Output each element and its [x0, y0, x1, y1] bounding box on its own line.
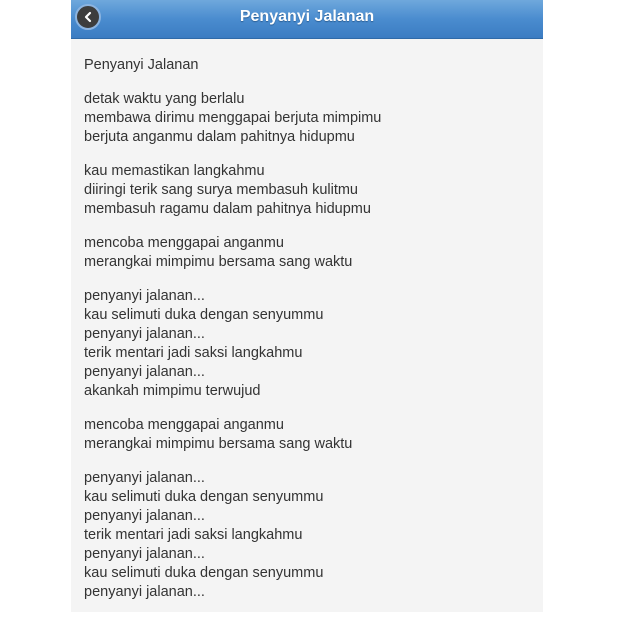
lyric-line: penyanyi jalanan...: [84, 584, 205, 600]
lyric-line: penyanyi jalanan...: [84, 508, 205, 524]
lyric-line: diiringi terik sang surya membasuh kulitmu: [84, 182, 358, 198]
lyric-line: berjuta anganmu dalam pahitnya hidupmu: [84, 129, 355, 145]
lyric-line: mencoba menggapai anganmu: [84, 235, 284, 251]
stanza: [84, 416, 534, 454]
lyric-line: membasuh ragamu dalam pahitnya hidupmu: [84, 201, 371, 217]
lyric-line: membawa dirimu menggapai berjuta mimpimu: [84, 110, 382, 126]
lyric-line: merangkai mimpimu bersama sang waktu: [84, 436, 353, 452]
lyric-line: kau selimuti duka dengan senyummu: [84, 307, 324, 323]
lyric-line: terik mentari jadi saksi langkahmu: [84, 345, 303, 361]
stanza: [84, 287, 534, 401]
lyric-line: penyanyi jalanan...: [84, 364, 205, 380]
stanza: [84, 234, 534, 272]
lyric-line: kau selimuti duka dengan senyummu: [84, 565, 324, 581]
lyric-line: mencoba menggapai anganmu: [84, 417, 284, 433]
page-title: Penyanyi Jalanan: [239, 8, 375, 25]
lyric-line: kau memastikan langkahmu: [84, 163, 265, 179]
back-arrow-icon: [82, 11, 94, 23]
lyric-line: akankah mimpimu terwujud: [84, 383, 261, 399]
lyric-line: penyanyi jalanan...: [84, 546, 205, 562]
app-screen: [71, 0, 543, 612]
header-bar: [71, 0, 543, 39]
lyrics-content: [84, 56, 534, 612]
lyric-line: merangkai mimpimu bersama sang waktu: [84, 254, 353, 270]
stanza: [84, 162, 534, 219]
lyric-line: kau selimuti duka dengan senyummu: [84, 489, 324, 505]
lyric-line: penyanyi jalanan...: [84, 326, 205, 342]
lyric-line: penyanyi jalanan...: [84, 288, 205, 304]
stanza: [84, 469, 534, 602]
lyric-line: terik mentari jadi saksi langkahmu: [84, 527, 303, 543]
lyric-line: penyanyi jalanan...: [84, 470, 205, 486]
song-title: Penyanyi Jalanan: [84, 57, 199, 73]
stanza: [84, 90, 534, 147]
lyric-line: detak waktu yang berlalu: [84, 91, 245, 107]
back-button[interactable]: [75, 4, 101, 30]
